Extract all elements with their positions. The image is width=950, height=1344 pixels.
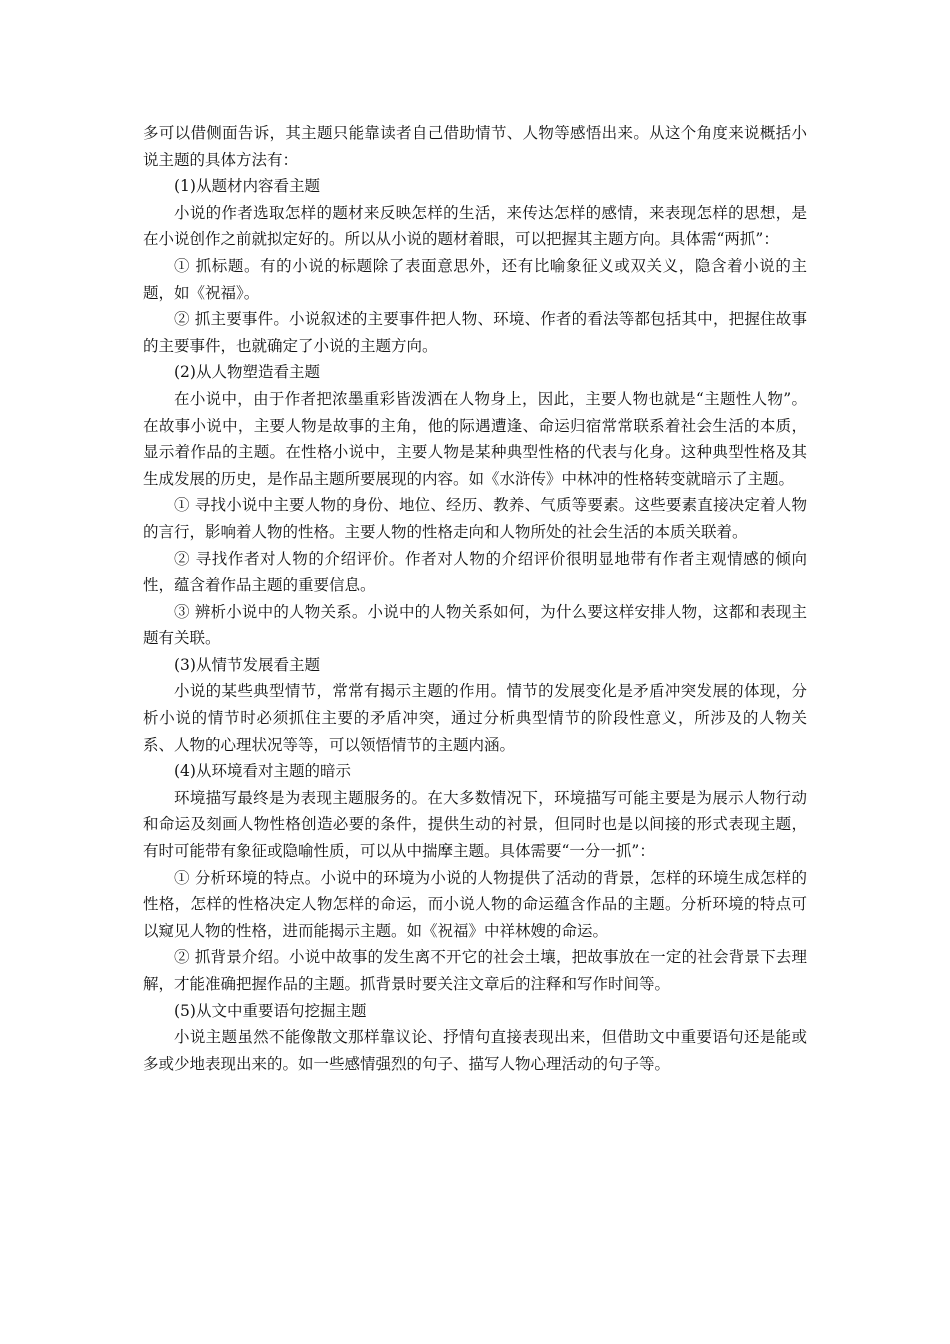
paragraph: 小说的某些典型情节，常常有揭示主题的作用。情节的发展变化是矛盾冲突发展的体现，分析小说的情节时必须抓住主要的矛盾冲突，通过分析典型情节的阶段性意义，所涉及的人物关系、人物的心理状况等等，可以领悟情节的主题内涵。 [143,682,807,754]
paragraph: 在小说中，由于作者把浓墨重彩皆泼洒在人物身上，因此，主要人物也就是“主题性人物”。在故事小说中，主要人物是故事的主角，他的际遇遭逢、命运归宿常常联系着社会生活的本质，显示着作品的主题。在性格小说中，主要人物是某种典型性格的代表与化身。这种典型性格及其生成发展的历史，是作品主题所要展现的内容。如《水浒传》中林冲的性格转变就暗示了主题。 [143,389,807,488]
section-heading-3: (3)从情节发展看主题 [174,655,320,674]
list-item: ② 寻找作者对人物的介绍评价。作者对人物的介绍评价很明显地带有作者主观情感的倾向性，蕴含着作品主题的重要信息。 [143,549,807,595]
list-item: ① 寻找小说中主要人物的身份、地位、经历、教养、气质等要素。这些要素直接决定着人物的言行，影响着人物的性格。主要人物的性格走向和人物所处的社会生活的本质关联着。 [143,496,807,541]
section-heading-4: (4)从环境看对主题的暗示 [174,762,351,781]
document-body [143,120,807,1077]
section-heading-5: (5)从文中重要语句挖掘主题 [174,1001,367,1020]
paragraph-continuation: 多可以借侧面告诉，其主题只能靠读者自己借助情节、人物等感悟出来。从这个角度来说概括小说主题的具体方法有： [143,124,807,169]
list-item: ② 抓主要事件。小说叙述的主要事件把人物、环境、作者的看法等都包括其中，把握住故事的主要事件，也就确定了小说的主题方向。 [143,310,807,355]
paragraph: 小说的作者选取怎样的题材来反映怎样的生活，来传达怎样的感情，来表现怎样的思想，是在小说创作之前就拟定好的。所以从小说的题材着眼，可以把握其主题方向。具体需“两抓”： [143,203,807,249]
section-heading-1: (1)从题材内容看主题 [174,177,320,196]
list-item: ① 抓标题。有的小说的标题除了表面意思外，还有比喻象征义或双关义，隐含着小说的主题，如《祝福》。 [143,256,807,302]
list-item: ① 分析环境的特点。小说中的环境为小说的人物提供了活动的背景，怎样的环境生成怎样的性格，怎样的性格决定人物怎样的命运，而小说人物的命运蕴含作品的主题。分析环境的特点可以窥见人物的性格，进而能揭示主题。如《祝福》中祥林嫂的命运。 [143,868,807,940]
list-item: ③ 辨析小说中的人物关系。小说中的人物关系如何，为什么要这样安排人物，这都和表现主题有关联。 [143,602,807,648]
section-heading-2: (2)从人物塑造看主题 [174,363,320,382]
paragraph: 小说主题虽然不能像散文那样靠议论、抒情句直接表现出来，但借助文中重要语句还是能或多或少地表现出来的。如一些感情强烈的句子、描写人物心理活动的句子等。 [143,1028,807,1073]
list-item: ② 抓背景介绍。小说中故事的发生离不开它的社会土壤，把故事放在一定的社会背景下去理解，才能准确把握作品的主题。抓背景时要关注文章后的注释和写作时间等。 [143,948,807,993]
paragraph: 环境描写最终是为表现主题服务的。在大多数情况下，环境描写可能主要是为展示人物行动和命运及刻画人物性格创造必要的条件，提供生动的衬景，但同时也是以间接的形式表现主题，有时可能带有象征或隐喻性质，可以从中揣摩主题。具体需要“一分一抓”： [143,788,807,861]
